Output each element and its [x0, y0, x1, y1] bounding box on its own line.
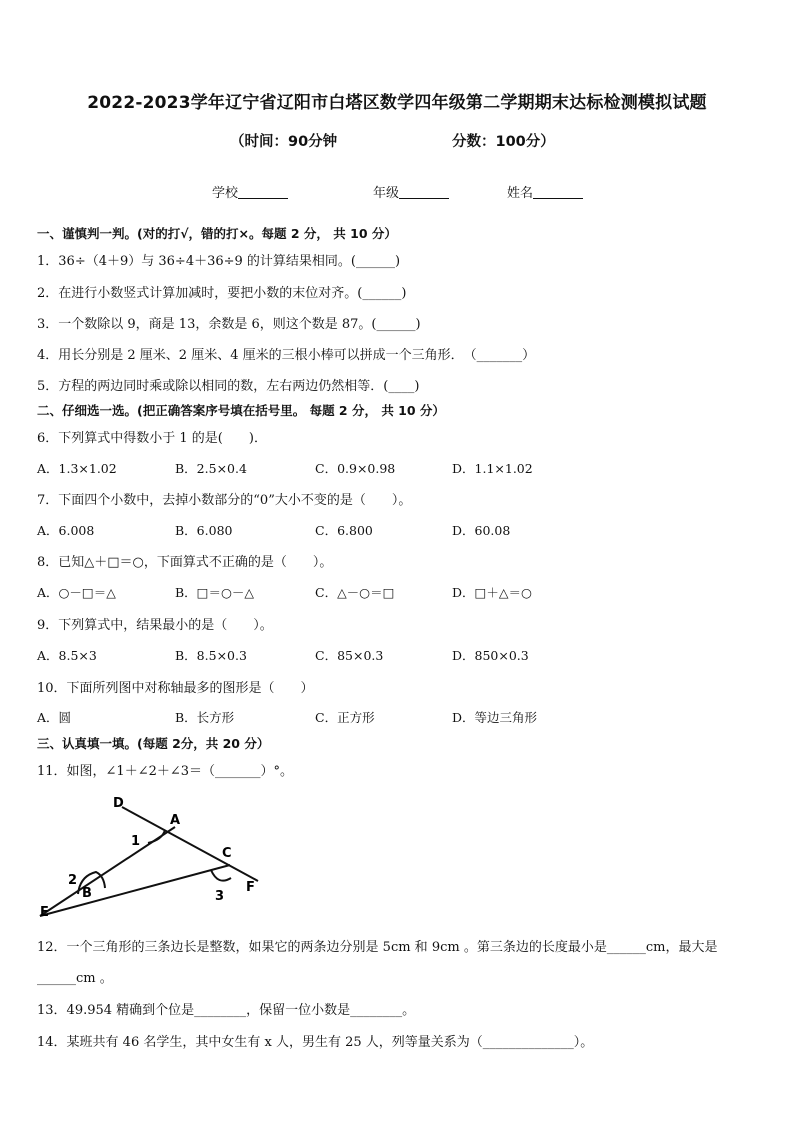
option-9a: A．8.5×3	[37, 648, 97, 663]
question-7: 7．下面四个小数中，去掉小数部分的“0”大小不变的是（ ）。	[37, 493, 412, 508]
option-7d: D．60.08	[452, 523, 511, 538]
option-9c: C．85×0.3	[315, 648, 384, 663]
angle-3-arc	[211, 870, 231, 881]
name-blank[interactable]	[533, 185, 583, 199]
label-f: F	[246, 880, 255, 895]
question-2: 2．在进行小数竖式计算加减时，要把小数的末位对齐。(______)	[37, 286, 407, 301]
question-13: 13．49.954 精确到个位是________，保留一位小数是________。	[37, 1003, 416, 1018]
grade-blank[interactable]	[399, 185, 449, 199]
option-7a: A．6.008	[37, 523, 95, 538]
school-field[interactable]	[212, 182, 288, 201]
question-5: 5．方程的两边同时乘或除以相同的数，左右两边仍然相等．(____)	[37, 379, 420, 394]
name-label: 姓名	[507, 186, 534, 201]
grade-label: 年级	[373, 186, 400, 201]
option-7b: B．6.080	[175, 523, 233, 538]
label-a: A	[170, 813, 181, 828]
question-6: 6．下列算式中得数小于 1 的是( )．	[37, 431, 267, 446]
option-10b: B．长方形	[175, 710, 235, 725]
name-field[interactable]	[507, 182, 583, 201]
time-limit: （时间：90分钟	[230, 134, 338, 150]
question-12: 12．一个三角形的三条边长是整数，如果它的两条边分别是 5cm 和 9cm 。第三条边的长度最小是______cm，最大是	[37, 940, 718, 955]
grade-field[interactable]	[373, 182, 449, 201]
question-1: 1．36÷（4＋9）与 36÷4＋36÷9 的计算结果相同。(______)	[37, 254, 401, 269]
section-3-heading: 三、认真填一填。(每题 2分，共 20 分）	[37, 736, 270, 751]
school-label: 学校	[212, 186, 239, 201]
angle-1-arc	[148, 830, 165, 843]
section-1-heading: 一、谨慎判一判。(对的打√，错的打×。每题 2 分， 共 10 分）	[37, 226, 397, 241]
question-14: 14．某班共有 46 名学生，其中女生有 x 人，男生有 25 人，列等量关系为（______________）。	[37, 1035, 594, 1050]
question-8: 8．已知△＋□＝○，下面算式不正确的是（ ）。	[37, 555, 333, 570]
option-9b: B．8.5×0.3	[175, 648, 247, 663]
question-11: 11．如图，∠1＋∠2＋∠3＝（_______）°。	[37, 764, 294, 779]
option-10c: C．正方形	[315, 710, 375, 725]
option-8b: B．□＝○－△	[175, 585, 255, 600]
option-6a: A．1.3×1.02	[37, 461, 117, 476]
question-12-continued: ______cm 。	[37, 971, 113, 986]
page-title: 2022-2023学年辽宁省辽阳市白塔区数学四年级第二学期期末达标检测模拟试题	[87, 93, 707, 113]
option-10a: A．圆	[37, 710, 72, 725]
label-e: E	[40, 905, 49, 920]
label-angle-2: 2	[68, 873, 78, 888]
label-b: B	[82, 886, 92, 901]
option-6b: B．2.5×0.4	[175, 461, 247, 476]
option-8a: A．○－□＝△	[37, 585, 116, 600]
question-9: 9．下列算式中，结果最小的是（ ）。	[37, 618, 273, 633]
label-angle-1: 1	[131, 834, 141, 849]
line-d-f	[122, 807, 258, 881]
angle-figure	[30, 790, 280, 925]
option-6c: C．0.9×0.98	[315, 461, 396, 476]
option-7c: C．6.800	[315, 523, 373, 538]
question-3: 3．一个数除以 9，商是 13，余数是 6，则这个数是 87。(______)	[37, 317, 421, 332]
option-10d: D．等边三角形	[452, 710, 538, 725]
option-6d: D．1.1×1.02	[452, 461, 533, 476]
option-9d: D．850×0.3	[452, 648, 529, 663]
question-4: 4．用长分别是 2 厘米、2 厘米、4 厘米的三根小棒可以拼成一个三角形． （_______）	[37, 348, 536, 363]
total-score: 分数：100分）	[452, 134, 555, 150]
section-2-heading: 二、仔细选一选。(把正确答案序号填在括号里。 每题 2 分， 共 10 分）	[37, 403, 445, 418]
label-c: C	[222, 846, 232, 861]
school-blank[interactable]	[238, 185, 288, 199]
option-8d: D．□＋△＝○	[452, 585, 532, 600]
option-8c: C．△－○＝□	[315, 585, 395, 600]
label-d: D	[113, 796, 124, 811]
question-10: 10．下面所列图中对称轴最多的图形是（ ）	[37, 681, 314, 696]
label-angle-3: 3	[215, 889, 225, 904]
